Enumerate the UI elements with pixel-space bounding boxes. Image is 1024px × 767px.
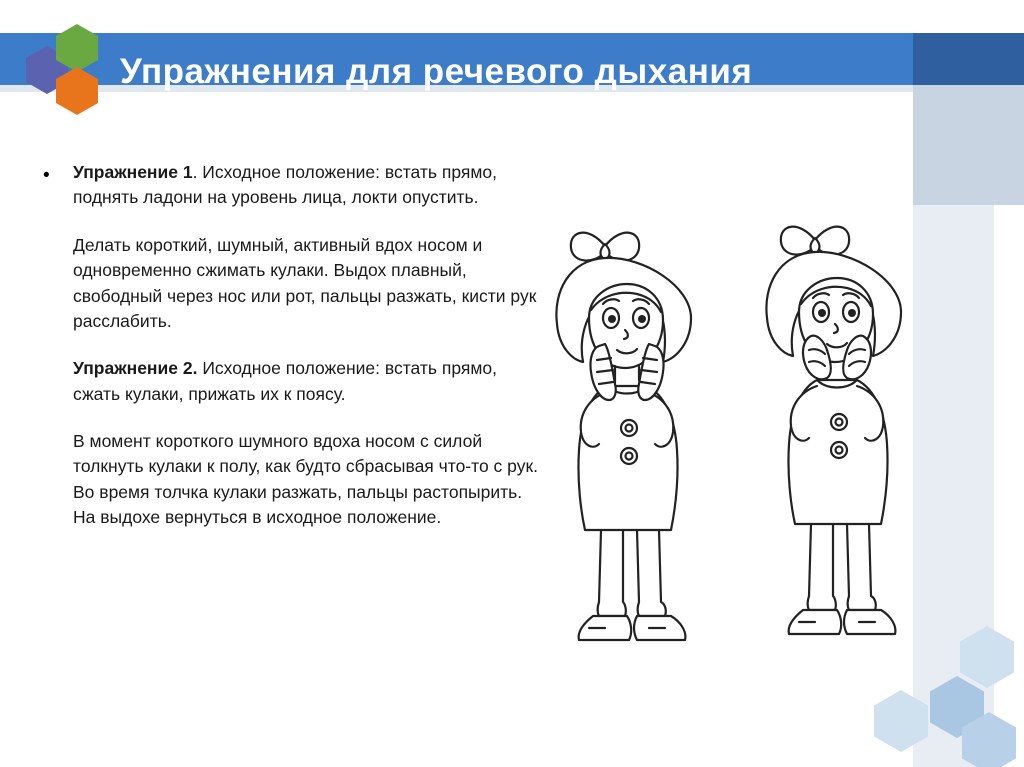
paragraph-3 [73,356,538,407]
page-title: Упражнения для речевого дыхания [120,52,753,91]
paragraph-2-text: Делать короткий, шумный, активный вдох носом и одновременно сжимать кулаки. Выдох плавный, свободный через нос или рот, пальцы разжать, кисти рук расслабить. [73,234,537,331]
paragraph-3-text: Исходное положение: встать прямо, сжать кулаки, прижать их к поясу. [73,358,497,404]
illustration-two-girls [545,200,965,670]
paragraph-3-bold: Упражнение 2. [73,358,198,379]
paragraph-4-text: В момент короткого шумного вдоха носом с силой толкнуть кулаки к полу, как будто сбрасывая что-то с рук. Во время толчка кулаки разжать, пальцы растопырить. На выдохе вернуться в исходное положение. [73,431,538,528]
paragraph-1-bold: Упражнение 1 [73,162,193,182]
paragraph-4 [73,429,538,531]
body-content [38,160,538,553]
paragraph-1-row [38,160,538,211]
paragraph-2 [73,233,538,335]
bullet-marker-icon: • [43,165,50,186]
header-right-white-band [913,0,1024,33]
paragraph-1 [73,160,538,211]
right-side-band-upper [913,85,1024,205]
girl-left [556,233,691,640]
paragraph-1-text: . Исходное положение: встать прямо, поднять ладони на уровень лица, локти опустить. [73,162,497,208]
two-girls-breathing-exercise-line-drawing [545,200,965,670]
left-edge-margin [0,92,8,767]
hexagon-logo [26,24,126,116]
title-banner-accent [913,33,1024,85]
girl-right [766,227,901,634]
